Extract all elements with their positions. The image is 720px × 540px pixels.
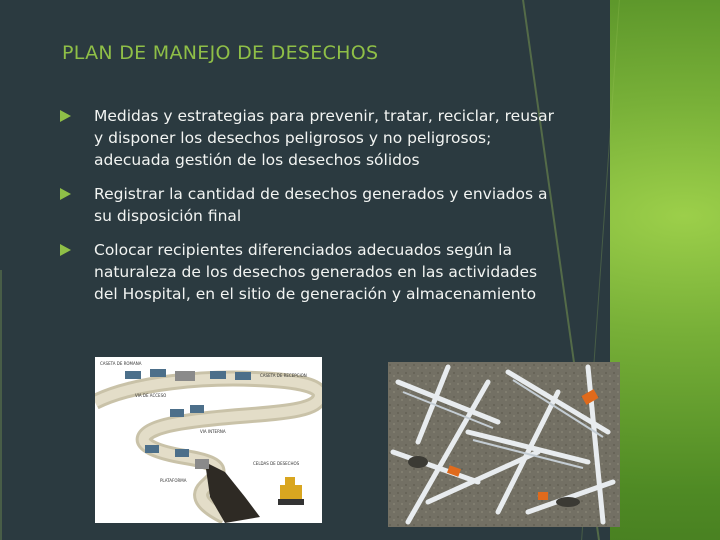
- landfill-diagram-svg: [95, 357, 322, 523]
- syringes-photo: [388, 362, 620, 527]
- diagram-label: CELDAS DE DESECHOS: [253, 461, 300, 466]
- diagram-label: VIA INTERNA: [200, 429, 226, 434]
- bullet-item: [60, 183, 560, 227]
- bullet-list: [60, 105, 560, 317]
- decorative-line: [0, 270, 2, 540]
- landfill-diagram-image: [95, 357, 322, 523]
- arrow-bullet-icon: [60, 244, 71, 256]
- bullet-item: [60, 239, 560, 305]
- bullet-text: Registrar la cantidad de desechos generados y enviados a su disposición final: [94, 185, 548, 225]
- slide-title: PLAN DE MANEJO DE DESECHOS: [62, 42, 379, 64]
- diagram-label: CASETA DE RECEPCION: [260, 373, 307, 378]
- diagram-label: PLATAFORMA: [160, 478, 187, 483]
- bullet-item: [60, 105, 560, 171]
- diagram-label: CASETA DE ROMANA: [100, 361, 142, 366]
- bullet-text: Medidas y estrategias para prevenir, tratar, reciclar, reusar y disponer los desechos peligrosos y no peligrosos; adecuada gestión de los desechos sólidos: [94, 107, 554, 169]
- diagram-label: VIA DE ACCESO: [135, 393, 167, 398]
- arrow-bullet-icon: [60, 188, 71, 200]
- arrow-bullet-icon: [60, 110, 71, 122]
- syringes-svg: [388, 362, 620, 527]
- bullet-text: Colocar recipientes diferenciados adecuados según la naturaleza de los desechos generados en las actividades del Hospital, en el sitio de generación y almacenamiento: [94, 241, 538, 303]
